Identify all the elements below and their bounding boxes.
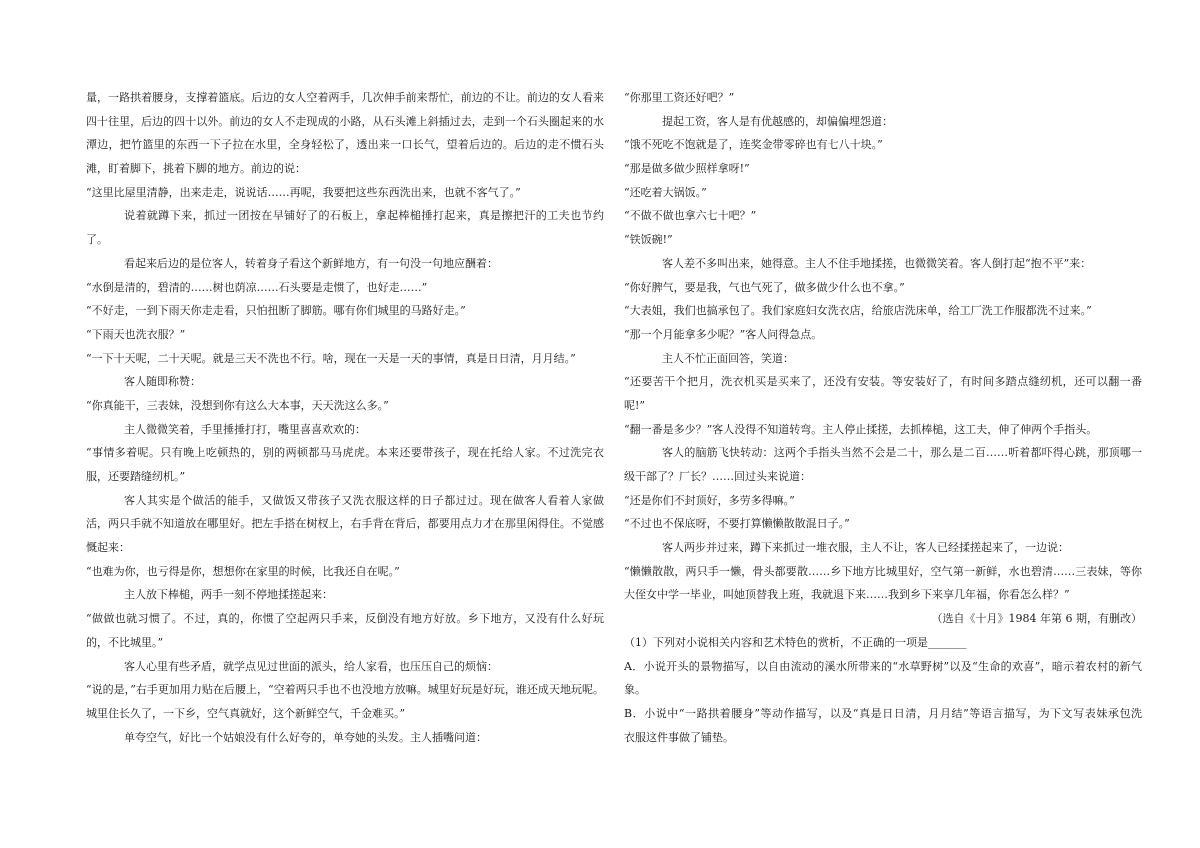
left-text-line: 服，还要踏缝纫机。” — [86, 470, 186, 483]
left-text-line: 主人放下棒槌，两手一刻不停地揉搓起来： — [124, 588, 333, 602]
right-text-line: 客人差不多叫出来，她得意。主人不住手地揉搓，也微微笑着。客人倒打起“抱不平”来： — [662, 256, 1092, 270]
right-text-line: B．小说中“一路拱着腰身”等动作描写，以及“真是日日清，月月结”等语言描写，为下文写表妹承包洗 — [624, 706, 1142, 720]
right-text-line: 象。 — [624, 683, 646, 697]
left-text-line: 主人微微笑着，手里捶捶打打，嘴里喜喜欢欢的： — [124, 422, 366, 436]
right-text-line: 主人不忙正面回答，笑道： — [662, 351, 794, 365]
left-text-line: 慨起来： — [86, 541, 130, 555]
right-text-line: “那是做多做少照样拿呀!” — [624, 162, 750, 176]
left-text-line: 说着就蹲下来，抓过一团按在早铺好了的石板上，拿起棒槌捶打起来，真是擦把汗的工夫也节约 — [124, 209, 604, 223]
right-text-line: “懒懒散散，两只手一懒，骨头都要散……乡下地方比城里好，空气第一新鲜，水也碧清……三表妹，等你 — [624, 564, 1142, 578]
right-text-line: “饿不死吃不饱就是了，连奖金带零碎也有七八十块。” — [624, 138, 883, 152]
right-text-line: 客人两步并过来，蹲下来抓过一堆衣服，主人不让，客人已经揉搓起来了，一边说： — [662, 541, 1069, 555]
left-text-line: 的，不比城里。” — [86, 635, 164, 649]
left-text-line: 单夸空气，好比一个姑娘没有什么好夸的，单夸她的头发。主人插嘴问道： — [124, 730, 487, 744]
left-text-line: “不好走，一到下雨天你走走看，只怕扭断了脚筋。哪有你们城里的马路好走。” — [86, 304, 466, 318]
right-text-line: 客人的脑筋飞快转动：这两个手指头当然不会是二十，那么是二百……听着都吓得心跳，那顶哪一 — [662, 446, 1142, 460]
left-text-column — [86, 86, 604, 749]
left-text-line: 了。 — [86, 233, 108, 247]
right-text-line: （1）下列对小说相关内容和艺术特色的赏析，不正确的一项是_______ — [624, 635, 967, 649]
right-text-line: “铁饭碗!” — [624, 233, 673, 247]
right-text-line: “大表姐，我们也搞承包了。我们家庭妇女洗衣店，给旅店洗床单，给工厂洗工作服都洗不过来。” — [624, 304, 1092, 318]
left-text-line: 客人随即称赞： — [124, 375, 201, 389]
right-text-line: “你那里工资还好吧？” — [624, 91, 735, 104]
left-text-line: “下雨天也洗衣服？” — [86, 327, 186, 341]
right-text-column — [624, 86, 1142, 749]
left-text-line: “事情多着呢。只有晚上吃顿热的，别的两顿都马马虎虎。本来还要带孩子，现在托给人家。不过洗完衣 — [86, 446, 604, 460]
left-text-line: “做做也就习惯了。不过，真的，你惯了空起两只手来，反倒没有地方好放。乡下地方，又没有什么好玩 — [86, 612, 604, 626]
left-text-line: “也难为你，也亏得是你，想想你在家里的时候，比我还自在呢。” — [86, 564, 400, 578]
left-text-line: “一下十天呢，二十天呢。就是三天不洗也不行。啥，现在一天是一天的事情，真是日日清，月月结。” — [86, 351, 576, 365]
right-text-line: 级干部了？厂长？……回过头来说道： — [624, 470, 811, 483]
right-text-line: 大侄女中学一毕业，叫她顶替我上班，我就退下来……我到乡下来享几年福，你看怎么样？” — [624, 588, 1070, 602]
left-text-line: 客人心里有些矛盾，就学点见过世面的派头，给人家看，也压压自己的烦恼： — [124, 659, 498, 673]
left-text-line: 看起来后边的是位客人，转着身子看这个新鲜地方，有一句没一句地应酬着： — [124, 256, 498, 270]
right-text-line: “还吃着大锅饭。” — [624, 185, 707, 199]
left-text-line: “你真能干，三表妹，没想到你有这么大本事，天天洗这么多。” — [86, 398, 389, 412]
right-text-line: “那一个月能拿多少呢？”客人问得急点。 — [624, 327, 823, 341]
left-text-line: 客人其实是个做活的能手，又做饭又带孩子又洗衣服这样的日子都过过。现在做客人看着人家做 — [124, 493, 604, 507]
left-text-line: 活，两只手就不知道放在哪里好。把左手搭在树杈上，右手背在背后，都要用点力才在那里闲得住。不觉感 — [86, 517, 604, 531]
right-text-line: 衣服这件事做了铺垫。 — [624, 730, 734, 744]
right-text-line: “还要苦干个把月，洗衣机买是买来了，还没有安装。等安装好了，有时间多踏点缝纫机，还可以翻一番 — [624, 375, 1142, 389]
right-text-line: （选自《十月》1984 年第 6 期，有删改） — [931, 612, 1142, 626]
left-text-line: 滩，盯着脚下，挑着下脚的地方。前边的说： — [86, 162, 306, 176]
right-text-line: “还是你们不封顶好，多劳多得嘛。” — [624, 493, 795, 507]
left-text-line: 四十往里，后边的四十以外。前边的女人不走现成的小路，从石头滩上斜插过去，走到一个石头圈起来的水 — [86, 114, 604, 128]
right-text-line: 提起工资，客人是有优越感的，却偏偏埋怨道： — [662, 114, 893, 128]
left-text-line: “这里比屋里清静，出来走走，说说话……再呢，我要把这些东西洗出来，也就不客气了。” — [86, 185, 521, 199]
right-text-line: “翻一番是多少？”客人没得不知道转弯。主人停止揉搓，去抓棒槌，这工夫，伸了伸两个手指头。 — [624, 422, 1098, 436]
right-text-line: A．小说开头的景物描写，以自由流动的溪水所带来的“水草野树”以及“生命的欢喜”，暗示着农村的新气 — [624, 659, 1142, 673]
left-text-line: “说的是，”右手更加用力贴在后腰上，“空着两只手也不也没地方放嘛。城里好玩是好玩，谁还成天地玩呢。 — [86, 683, 604, 697]
right-text-line: “你好脾气，要是我，气也气死了，做多做少什么也不拿。” — [624, 280, 905, 294]
left-text-line: 潭边，把竹篮里的东西一下子拉在水里，全身轻松了，透出来一口长气，望着后边的。后边的走不惯石头 — [86, 138, 604, 152]
left-text-line: “水倒是清的，碧清的……树也荫凉……石头要是走惯了，也好走……” — [86, 280, 428, 294]
left-text-line: 量，一路拱着腰身，支撑着篮底。后边的女人空着两手，几次伸手前来帮忙，前边的不让。前边的女人看来 — [86, 91, 604, 104]
right-text-line: “不过也不保底呀，不要打算懒懒散散混日子。” — [624, 517, 850, 531]
right-text-line: 呢!” — [624, 398, 646, 412]
left-text-line: 城里住长久了，一下乡，空气真就好，这个新鲜空气，千金难买。” — [86, 706, 406, 720]
right-text-line: “不做不做也拿六七十吧？” — [624, 209, 757, 223]
